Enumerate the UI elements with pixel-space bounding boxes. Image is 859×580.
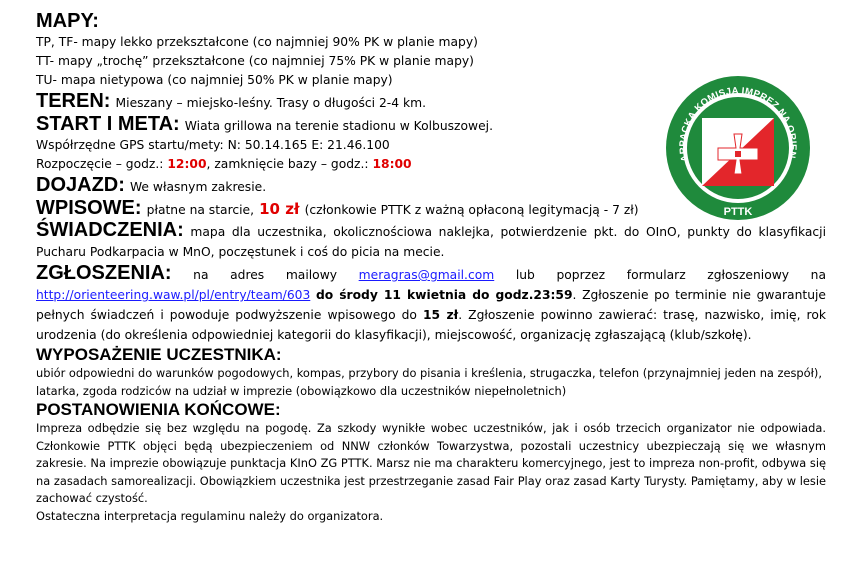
dojazd-heading: DOJAZD: [36, 174, 125, 196]
section-wyposazenie [36, 345, 826, 400]
mapy-line-tp: TP, TF- mapy lekko przekształcone (co najmniej 90% PK w planie mapy) [36, 35, 478, 49]
close-time: 18:00 [372, 157, 412, 171]
postanowienia-text: Impreza odbędzie się bez względu na pogodę. Za szkody wynikłe wobec uczestników, jak i osób trzecich organizator nie odpowiada. Członkowie PTTK objęci będą ubezpieczeniem od NNW członków Towarzystwa, pozostali uczestnicy ubezpieczają się we własnym zakresie. Na imprezie obowiązuje punktacja KInO ZG PTTK. Marsz nie ma charakteru komercyjnego, jest to impreza non-profit, odbywa się na zasadach samorealizacji. Obowiązkiem uczestnika jest przestrzeganie zasad Fair Play oraz zasad Karty Turysty. Pamiętamy, aby w lesie zachować czystość. [36, 421, 826, 505]
zgloszenia-text-4: . Zgłoszenie powinno zawierać: trasę, nazwisko, imię, rok urodzenia (do określenia odpowiedniej kategorii do klasyfikacji), miejscowość, organizację zgłaszającą (klub/szkołę). [36, 308, 826, 342]
wpisowe-text-before: płatne na starcie, [146, 203, 255, 217]
section-zgloszenia [36, 263, 826, 345]
late-fee: 15 zł [423, 308, 459, 322]
zgloszenia-heading: ZGŁOSZENIA: [36, 262, 172, 284]
zgloszenia-text-1: na adres mailowy [193, 268, 338, 282]
postanowienia-heading: POSTANOWIENIA KOŃCOWE: [36, 400, 281, 419]
zgloszenia-text-3: . Zgłoszenie po terminie nie gwarantuje pełnych świadczeń i powoduje podwyższenie wpisowego do [36, 288, 826, 322]
swiadczenia-text: mapa dla uczestnika, okolicznościowa naklejka, potwierdzenie pkt. do OInO, punkty do klasyfikacji Pucharu Podkarpacia w MnO, poczęstunek i coś do picia na mecie. [36, 225, 826, 259]
wyposazenie-heading: WYPOSAŻENIE UCZESTNIKA: [36, 345, 282, 364]
wyposazenie-text: ubiór odpowiedni do warunków pogodowych, kompas, przybory do pisania i kreślenia, strugaczka, telefon (przynajmniej jeden na zespół), latarka, zgoda rodziców na udział w imprezie (obowiązkowo dla uczestników niepełnoletnich) [36, 366, 822, 398]
teren-text: Mieszany – miejsko-leśny. Trasy o długości 2-4 km. [115, 96, 426, 110]
teren-heading: TEREN: [36, 90, 111, 112]
wpisowe-text-after: (członkowie PTTK z ważną opłaconą legitymacją - 7 zł) [304, 203, 639, 217]
postanowienia-final: Ostateczna interpretacja regulaminu należy do organizatora. [36, 508, 384, 523]
begin-time: 12:00 [167, 157, 207, 171]
pttk-commission-logo [664, 74, 812, 222]
email-link[interactable]: meragras@gmail.com [358, 268, 495, 282]
section-postanowienia [36, 400, 826, 525]
close-label: , zamknięcie bazy – godz.: [206, 157, 369, 171]
deadline-text: do środy 11 kwietnia do godz.23:59 [315, 288, 573, 302]
wpisowe-heading: WPISOWE: [36, 197, 142, 219]
mapy-line-tt: TT- mapy „trochę” przekształcone (co najmniej 75% PK w planie mapy) [36, 54, 474, 68]
mapy-heading: MAPY: [36, 10, 99, 32]
zgloszenia-text-2: lub poprzez formularz zgłoszeniowy na [515, 268, 826, 282]
wpisowe-amount: 10 zł [259, 200, 300, 218]
logo-pttk-text: PTTK [723, 206, 753, 218]
dojazd-text: We własnym zakresie. [129, 180, 267, 194]
mapy-line-tu: TU- mapa nietypowa (co najmniej 50% PK w planie mapy) [36, 73, 393, 87]
logo-ring-text: ARPACKA KOMISJA IMPREZ NA ORIEN [677, 85, 799, 163]
section-swiadczenia [36, 220, 826, 262]
start-text: Wiata grillowa na terenie stadionu w Kolbuszowej. [184, 119, 493, 133]
entry-form-link[interactable]: http://orienteering.waw.pl/pl/entry/team/603 [36, 288, 311, 302]
start-heading: START I META: [36, 113, 180, 135]
gps-coordinates: Współrzędne GPS startu/mety: N: 50.14.165 E: 21.46.100 [36, 138, 390, 152]
swiadczenia-heading: ŚWIADCZENIA: [36, 219, 184, 241]
begin-label: Rozpoczęcie – godz.: [36, 157, 164, 171]
